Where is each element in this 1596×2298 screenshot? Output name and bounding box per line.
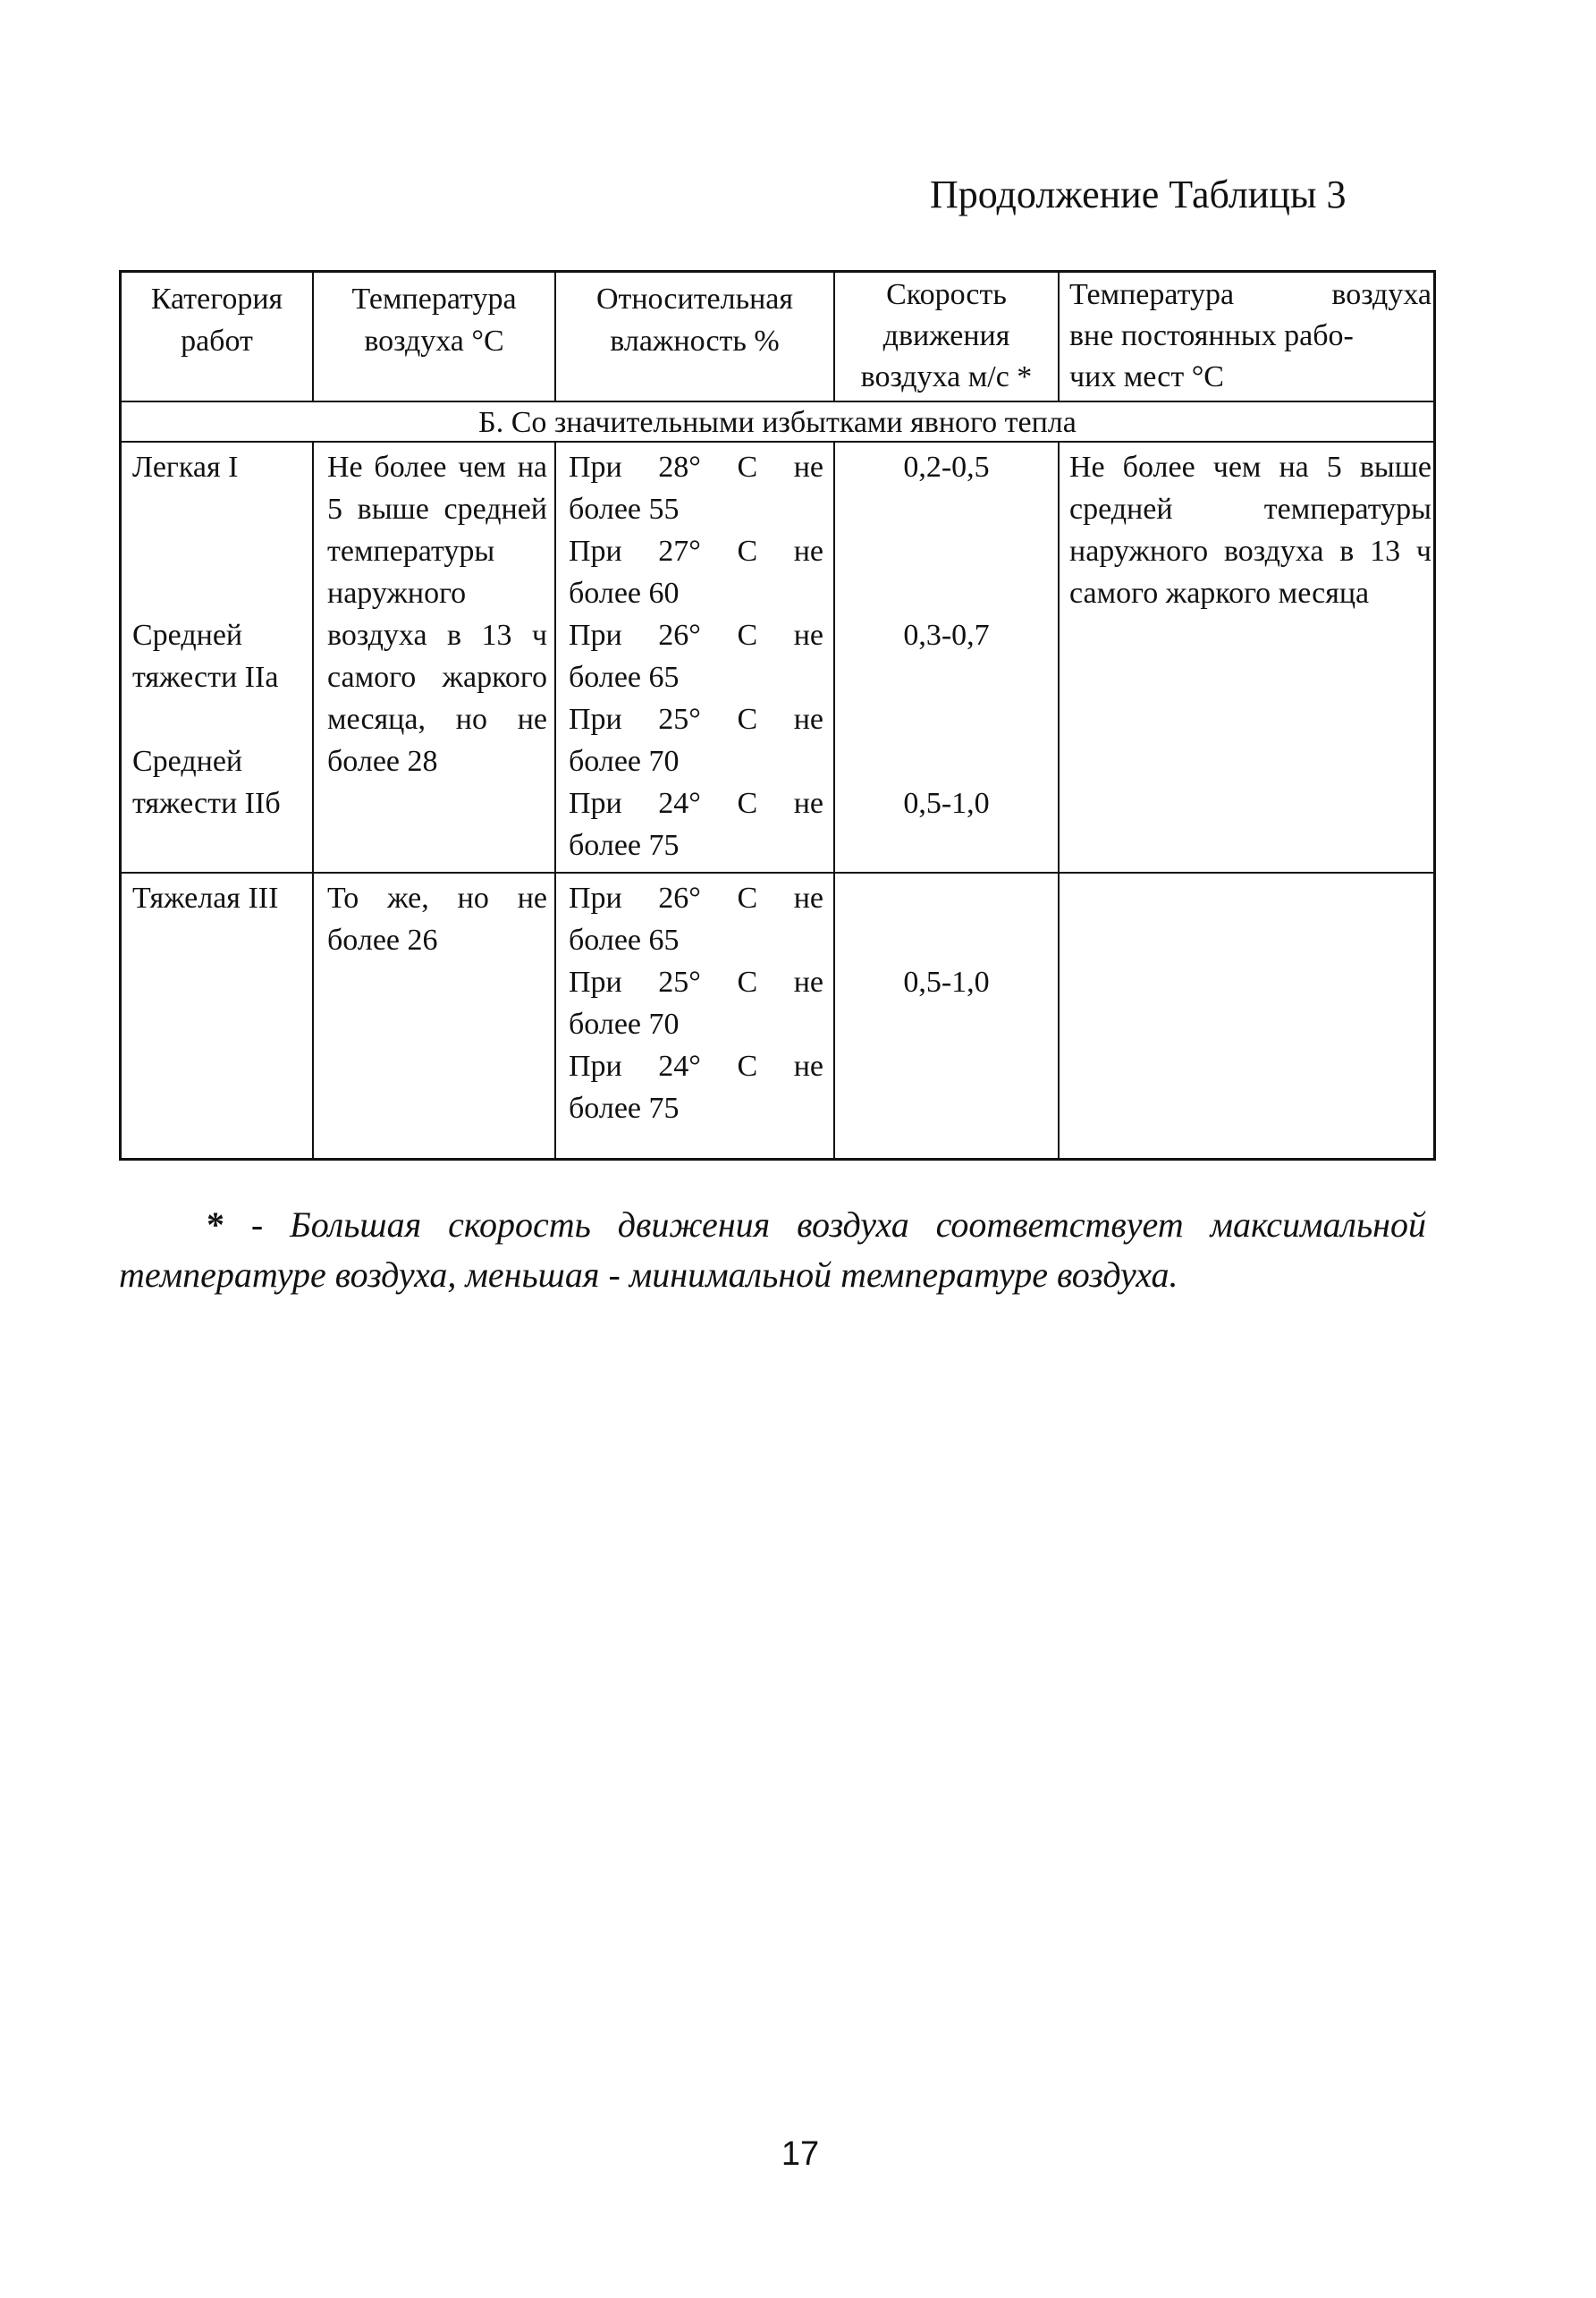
category-light: Легкая I xyxy=(132,451,239,484)
category-heavy: Тяжелая III xyxy=(132,882,279,915)
header-humidity: Относительная влажность % xyxy=(595,283,794,358)
page-number: 17 xyxy=(781,2135,820,2173)
col-rule-4 xyxy=(1058,441,1060,1158)
group-divider-rule xyxy=(122,872,1433,874)
category-medium-a: Средней тяжести IIа xyxy=(132,619,279,694)
header-bottom-rule xyxy=(122,401,1433,402)
header-outside-temperature: Температура воздуха вне постоянных рабо- чих мест °С xyxy=(1069,278,1431,393)
section-title: Б. Со значительными избытками явного тепла xyxy=(478,406,1077,439)
group2-air-temperature: То же, но не более 26 xyxy=(327,882,547,957)
climate-table xyxy=(119,270,1436,1161)
speed-light: 0,2-0,5 xyxy=(903,451,990,484)
footnote xyxy=(119,1200,1426,1300)
speed-medium-a: 0,3-0,7 xyxy=(903,619,990,652)
speed-heavy: 0,5-1,0 xyxy=(903,966,990,999)
group2-humidity: При 26° С не более 65 При 25° С не более 70 При 24° С не более 75 xyxy=(569,882,823,1125)
col-rule-4-head xyxy=(1058,273,1060,401)
header-temperature: Температура воздуха °С xyxy=(351,283,517,358)
footnote-mark: * xyxy=(207,1204,224,1245)
speed-medium-b: 0,5-1,0 xyxy=(903,787,990,820)
col-rule-1 xyxy=(312,441,314,1158)
col-rule-2 xyxy=(554,441,556,1158)
group1-air-temperature: Не более чем на 5 выше средней температуры наружного воздуха в 13 ч самого жаркого месяца, но не более 28 xyxy=(327,451,547,778)
table-caption: Продолжение Таблицы 3 xyxy=(930,173,1347,216)
footnote-text: - Большая скорость движения воздуха соответствует максимальной температуре воздуха, меньшая - минимальной температуре воздуха. xyxy=(119,1204,1427,1295)
category-medium-b: Средней тяжести IIб xyxy=(132,745,281,820)
group1-humidity: При 28° С не более 55 При 27° С не более 60 При 26° С не более 65 При 25° С не более 70 При 24° С не более 75 xyxy=(569,451,823,862)
header-air-speed: Скорость движения воздуха м/с * xyxy=(860,278,1033,393)
header-category: Категория работ xyxy=(150,283,283,358)
group1-outside-temperature: Не более чем на 5 выше средней температуры наружного воздуха в 13 ч самого жаркого месяца xyxy=(1069,451,1431,610)
